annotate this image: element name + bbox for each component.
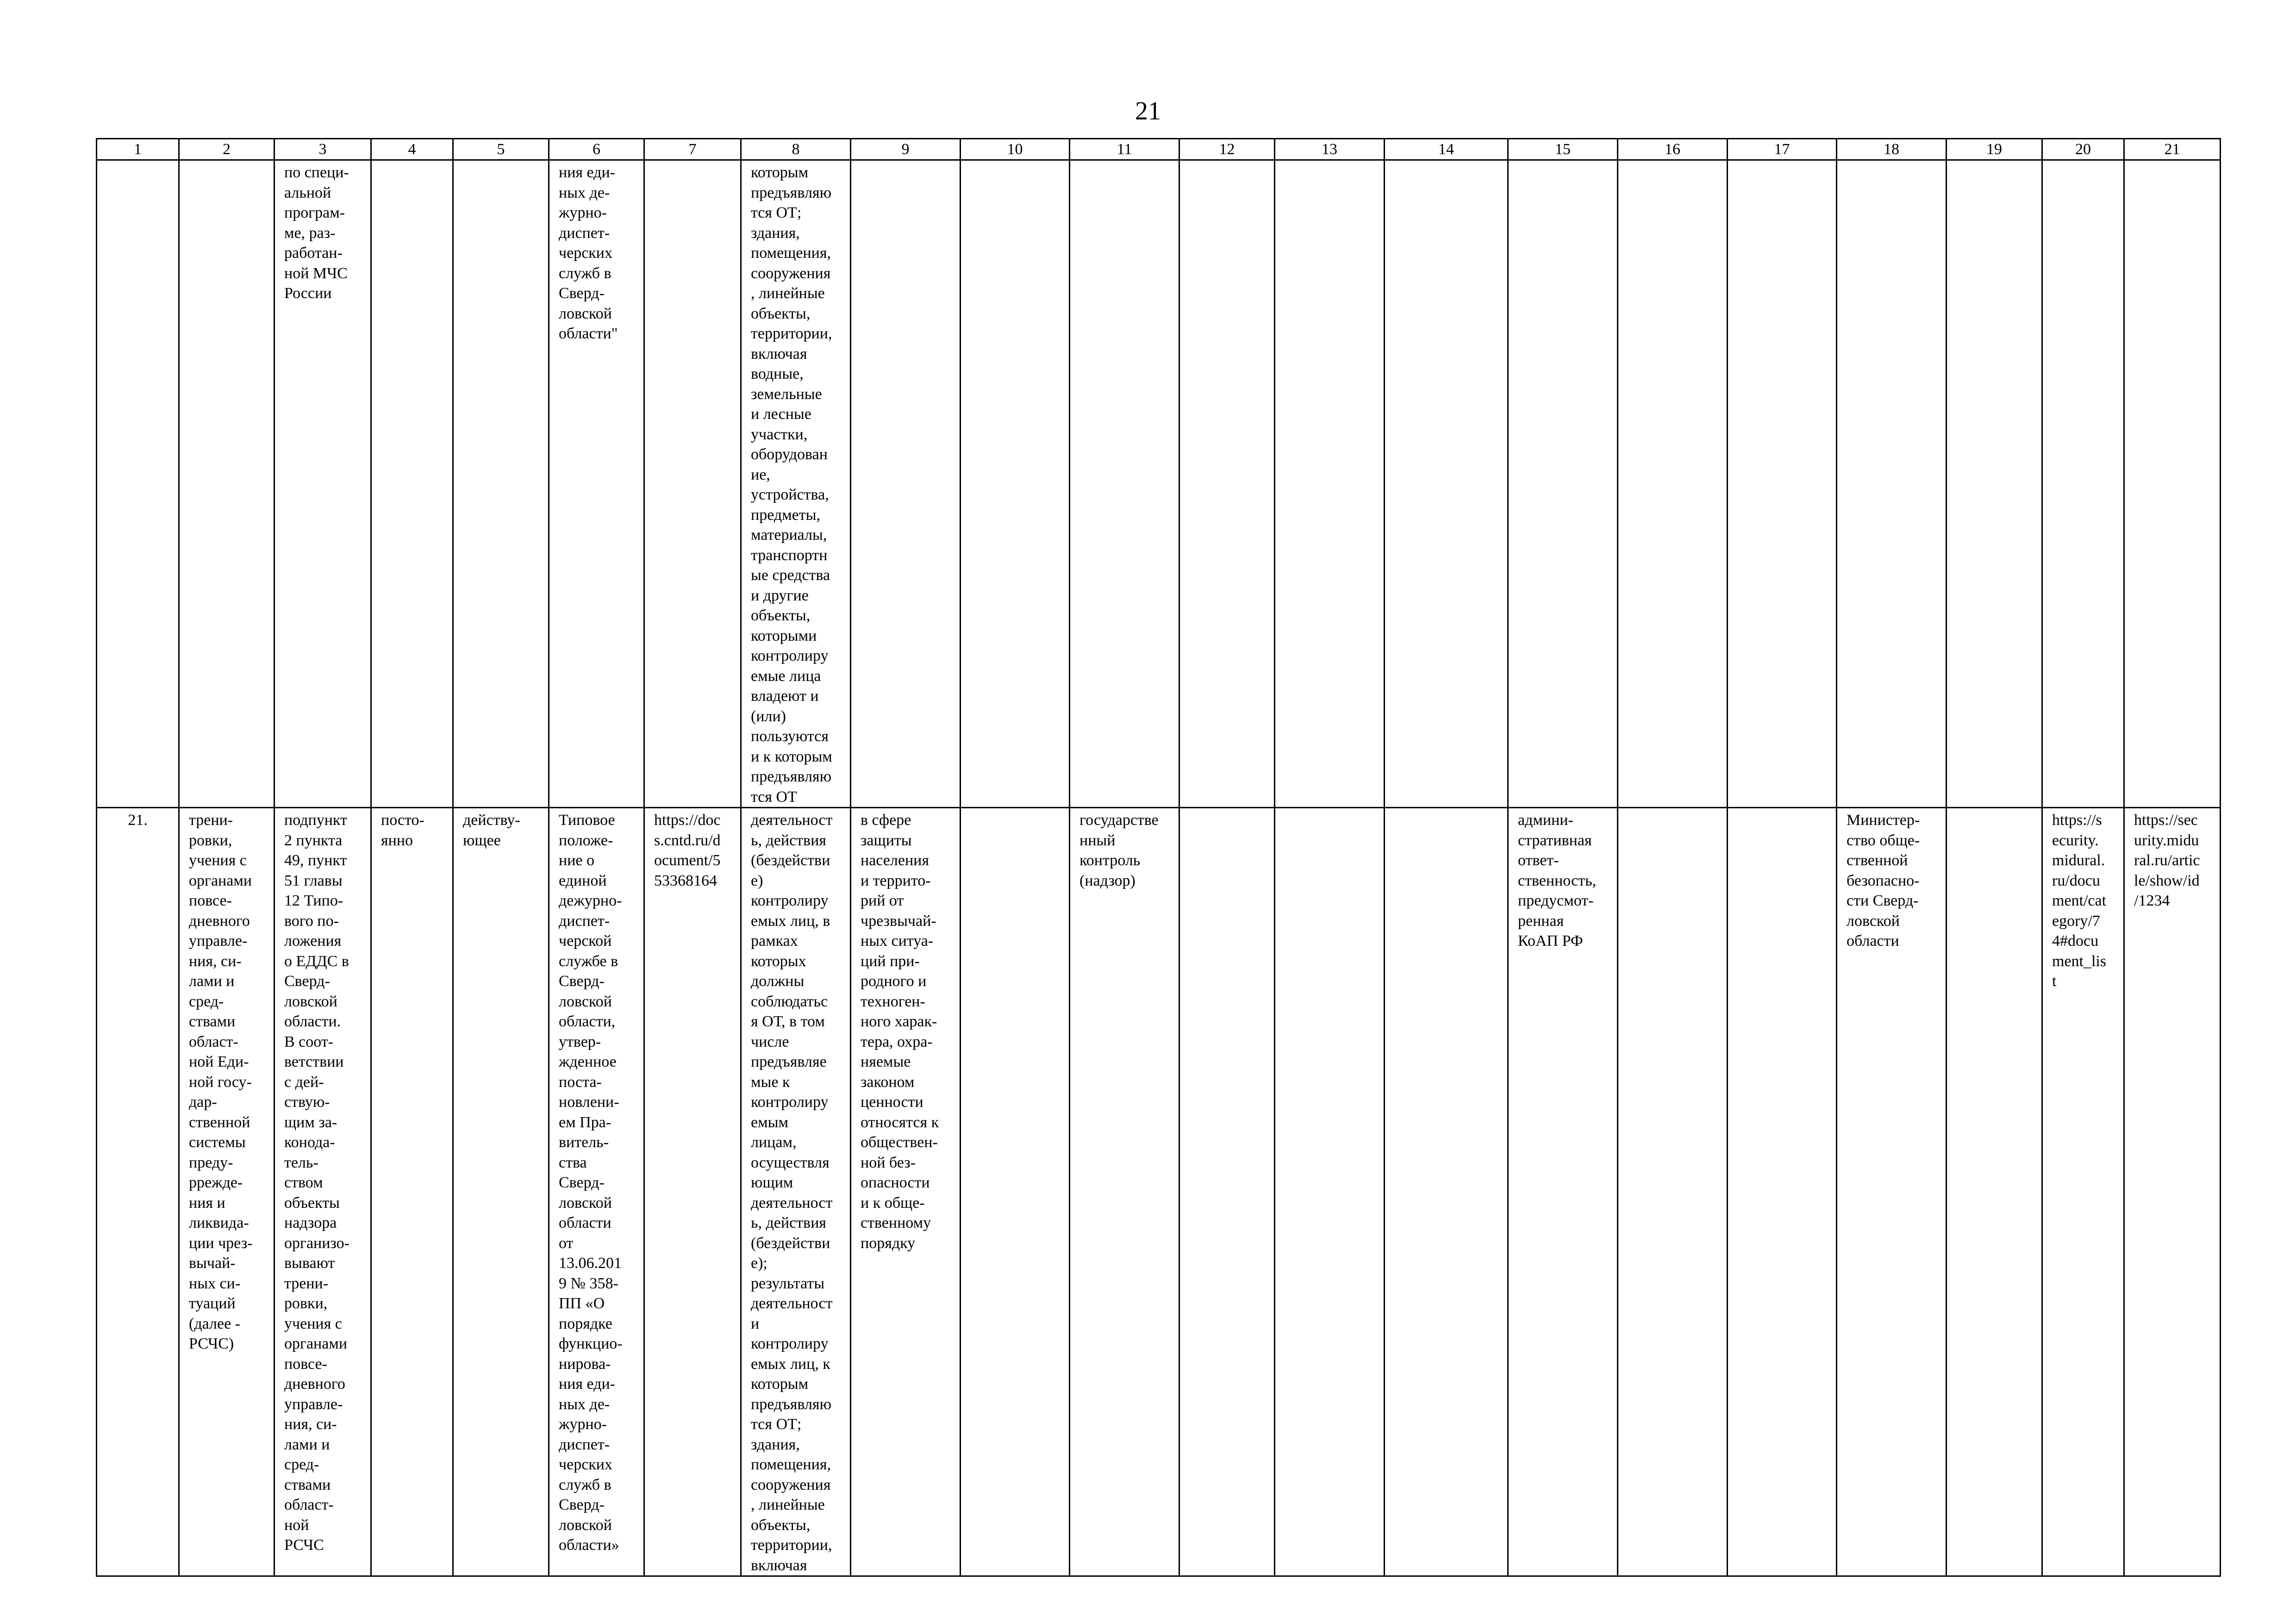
column-number: 2	[179, 139, 275, 160]
column-number: 15	[1508, 139, 1618, 160]
table-cell-col-6: Типовое положе- ние о единой дежурно- диспет- черской службе в Сверд- ловской области, утвер- жденное поста- новлени- ем Пра- витель- ства Сверд- ловской области от 13.06.201 9 № 358- ПП «О порядке функцио- нирова- ния еди- ных де- журно- диспет- черских служб в Сверд- ловской области»	[549, 808, 644, 1576]
table-cell-col-18	[1837, 160, 1947, 808]
column-number: 10	[961, 139, 1070, 160]
column-number: 16	[1618, 139, 1728, 160]
column-number: 21	[2124, 139, 2221, 160]
column-number: 1	[97, 139, 179, 160]
register-table	[96, 138, 2221, 1577]
column-number-row	[97, 139, 2221, 160]
column-number: 19	[1947, 139, 2042, 160]
table-cell-col-12	[1179, 808, 1275, 1576]
table-cell-col-15	[1508, 160, 1618, 808]
column-number: 5	[453, 139, 549, 160]
column-number: 17	[1728, 139, 1837, 160]
table-cell-col-5: действу- ющее	[453, 808, 549, 1576]
table-cell-col-8: которым предъявляю тся ОТ; здания, помещения, сооружения , линейные объекты, территории, включая водные, земельные и лесные участки, оборудован ие, устройства, предметы, материалы, транспортн ые средства и другие объекты, которыми контролиру емые лица владеют и (или) пользуются и к которым предъявляю тся ОТ	[741, 160, 851, 808]
table-cell-col-13	[1275, 160, 1385, 808]
column-number: 7	[644, 139, 741, 160]
column-number: 8	[741, 139, 851, 160]
table-cell-col-9: в сфере защиты населения и террито- рий от чрезвычай- ных ситуа- ций при- родного и техноген- ного харак- тера, охра- няемые законом ценности относятся к обществен- ной без- опасности и к обще- ственному порядку	[851, 808, 961, 1576]
column-number: 11	[1070, 139, 1179, 160]
table-cell-col-16	[1618, 808, 1728, 1576]
table-cell-col-6: ния еди- ных де- журно- диспет- черских служб в Сверд- ловской области"	[549, 160, 644, 808]
table-cell-col-15: админи- стративная ответ- ственность, предусмот- ренная КоАП РФ	[1508, 808, 1618, 1576]
table-cell-col-4	[371, 160, 453, 808]
table-cell-col-7	[644, 160, 741, 808]
table-cell-col-20	[2042, 160, 2124, 808]
table-cell-col-1: 21.	[97, 808, 179, 1576]
table-cell-col-3: по специ- альной програм- ме, раз- работан- ной МЧС России	[275, 160, 371, 808]
table-cell-col-21: https://sec urity.midu ral.ru/artic le/show/id /1234	[2124, 808, 2221, 1576]
table-cell-col-20: https://s ecurity. midural. ru/docu ment/cat egory/7 4#docu ment_lis t	[2042, 808, 2124, 1576]
table-cell-col-7: https://doc s.cntd.ru/d ocument/5 53368164	[644, 808, 741, 1576]
table-cell-col-14	[1385, 808, 1508, 1576]
column-number: 6	[549, 139, 644, 160]
column-number: 9	[851, 139, 961, 160]
column-number: 12	[1179, 139, 1275, 160]
column-number: 3	[275, 139, 371, 160]
table-cell-col-14	[1385, 160, 1508, 808]
table-cell-col-11: государстве нный контроль (надзор)	[1070, 808, 1179, 1576]
table-cell-col-19	[1947, 808, 2042, 1576]
table-cell-col-5	[453, 160, 549, 808]
table-cell-col-10	[961, 808, 1070, 1576]
table-cell-col-17	[1728, 808, 1837, 1576]
table-cell-col-12	[1179, 160, 1275, 808]
column-number: 20	[2042, 139, 2124, 160]
table-cell-col-11	[1070, 160, 1179, 808]
table-cell-col-16	[1618, 160, 1728, 808]
table-cell-col-9	[851, 160, 961, 808]
table-cell-col-19	[1947, 160, 2042, 808]
table-cell-col-10	[961, 160, 1070, 808]
table-cell-col-21	[2124, 160, 2221, 808]
table-cell-col-3: подпункт 2 пункта 49, пункт 51 главы 12 Типо- вого по- ложения о ЕДДС в Сверд- ловской области. В соот- ветствии с дей- ствую- щим за- конода- тель- ством объекты надзора организо- вывают трени- ровки, учения с органами повсе- дневного управле- ния, си- лами и сред- ствами област- ной РСЧС	[275, 808, 371, 1576]
column-number: 4	[371, 139, 453, 160]
page-number: 21	[1135, 97, 1161, 125]
table-cell-col-8: деятельност ь, действия (бездействи е) контролиру емых лиц, в рамках которых должны соблюдатьс я ОТ, в том числе предъявляе мые к контролиру емым лицам, осуществля ющим деятельност ь, действия (бездействи е); результаты деятельност и контролиру емых лиц, к которым предъявляю тся ОТ; здания, помещения, сооружения , линейные объекты, территории, включая	[741, 808, 851, 1576]
column-number: 18	[1837, 139, 1947, 160]
table-row	[97, 160, 2221, 808]
table-cell-col-4: посто- янно	[371, 808, 453, 1576]
table-cell-col-2	[179, 160, 275, 808]
table-cell-col-18: Министер- ство обще- ственной безопасно- сти Сверд- ловской области	[1837, 808, 1947, 1576]
table-cell-col-1	[97, 160, 179, 808]
column-number: 13	[1275, 139, 1385, 160]
table-cell-col-2: трени- ровки, учения с органами повсе- дневного управле- ния, си- лами и сред- ствами област- ной Еди- ной госу- дар- ственной системы преду- pрежде- ния и ликвида- ции чрез- вычай- ных си- туаций (далее - РСЧС)	[179, 808, 275, 1576]
table-cell-col-13	[1275, 808, 1385, 1576]
column-number: 14	[1385, 139, 1508, 160]
table-cell-col-17	[1728, 160, 1837, 808]
table-row	[97, 808, 2221, 1576]
